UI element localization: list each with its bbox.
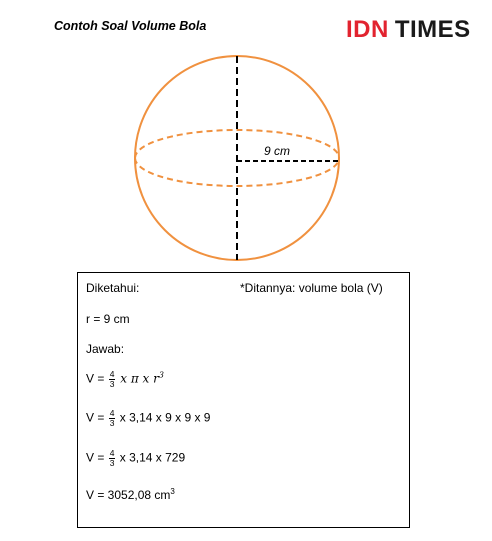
- logo-times: TIMES: [394, 16, 471, 43]
- formula-prefix: V =: [86, 450, 108, 465]
- fraction: $\frac{4}{3}$: [109, 408, 115, 428]
- result-unit-exponent: 3: [170, 487, 175, 496]
- given-label: Diketahui:: [86, 281, 140, 295]
- answer-label: Jawab:: [86, 342, 125, 356]
- formula-line: [86, 370, 164, 389]
- formula-rest: x π x r: [116, 371, 159, 386]
- radius-label: 9 cm: [264, 144, 291, 158]
- formula-prefix: V =: [86, 371, 108, 386]
- radius-value: r = 9 cm: [86, 312, 130, 326]
- sphere-diagram: [0, 0, 492, 270]
- page-title: Contoh Soal Volume Bola: [54, 19, 207, 33]
- solution-box: [77, 272, 410, 528]
- formula-rest: x 3,14 x 729: [116, 450, 186, 465]
- logo-idn: IDN: [346, 16, 389, 43]
- simplified-line: [86, 449, 185, 468]
- result-line: [86, 487, 175, 502]
- formula-prefix: V =: [86, 410, 108, 425]
- formula-rest: x 3,14 x 9 x 9 x 9: [116, 410, 211, 425]
- fraction: $\frac{4}{3}$: [109, 448, 115, 468]
- fraction: $\frac{4}{3}$: [109, 369, 115, 389]
- asked-label: *Ditannya: volume bola (V): [240, 281, 383, 295]
- exponent: 3: [158, 370, 164, 380]
- result-value: V = 3052,08 cm: [86, 488, 171, 502]
- substitution-line: [86, 409, 210, 428]
